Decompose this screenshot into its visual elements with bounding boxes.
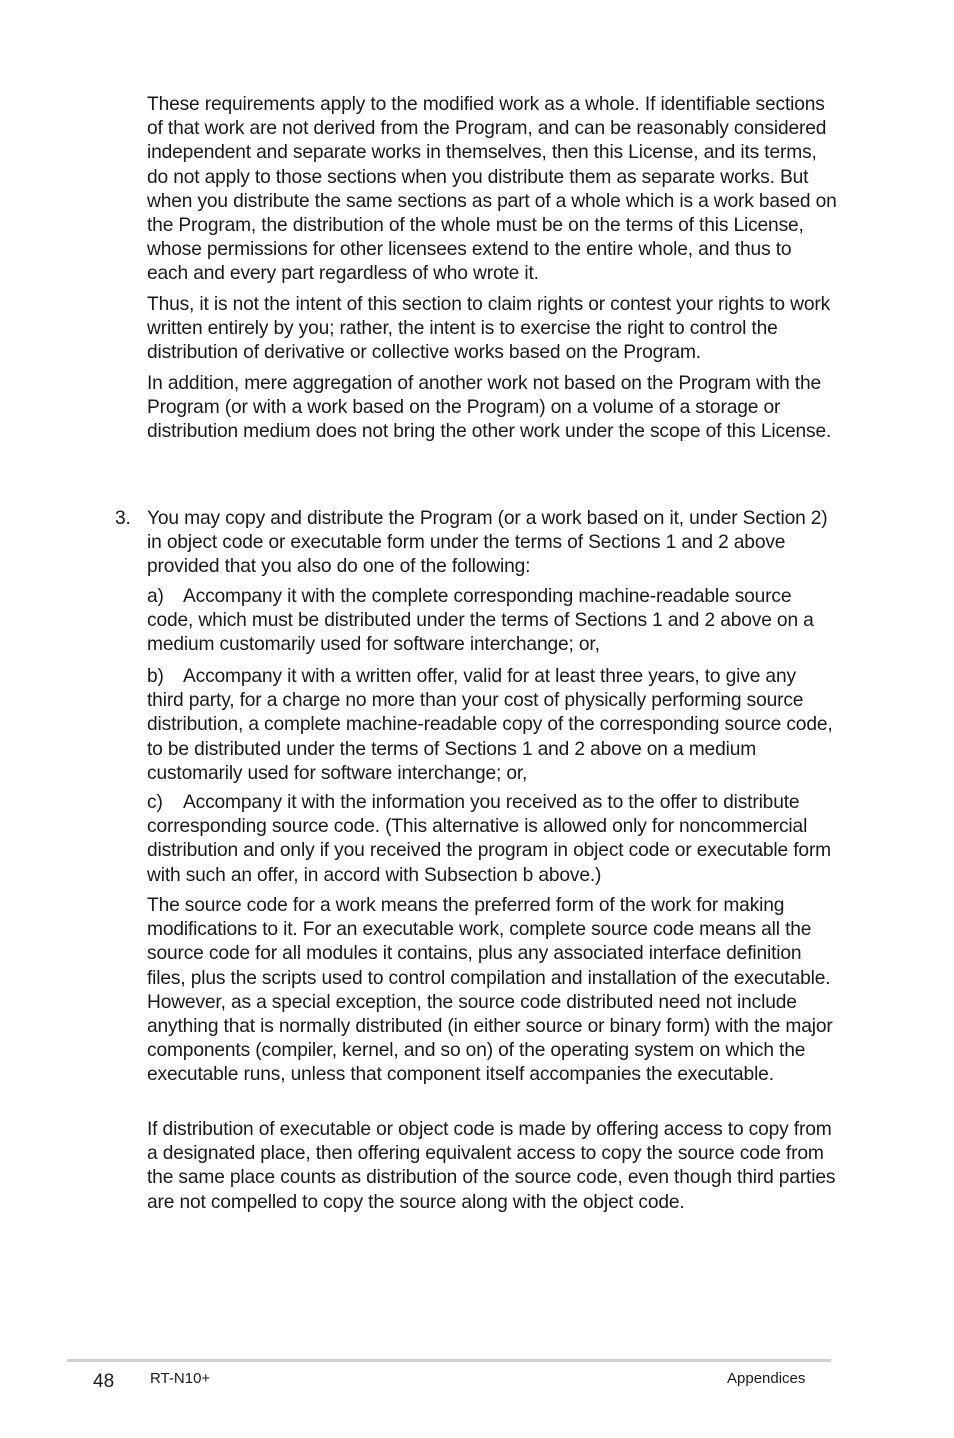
paragraph-source-code-definition: The source code for a work means the preferred form of the work for making modifications to it. For an executable work, complete source code means all the source code for all modules it contains, plus any associated interface definition files, plus the scripts used to control compilation and installation of the executable. However, as a special exception, the source code distributed need not include anything that is normally distributed (in either source or binary form) with the major components (compiler, kernel, and so on) of the operating system on which the executable runs, unless that component itself accompanies the executable. bbox=[147, 895, 833, 1086]
paragraph-modified-work: These requirements apply to the modified work as a whole. If identifiable sections of that work are not derived from the Program, and can be reasonably considered independent and separate works in themselves, then this License, and its terms, do not apply to those sections when you distribute them as separate works. But when you distribute the same sections as part of a whole which is a work based on the Program, the distribution of the whole must be on the terms of this License, whose permissions for other licensees extend to the entire whole, and thus to each and every part regardless of who wrote it. bbox=[147, 94, 837, 285]
list-marker-c: c) bbox=[147, 792, 163, 813]
list-item-b bbox=[147, 665, 837, 786]
page-number: 48 bbox=[93, 1371, 115, 1392]
list-item-a bbox=[147, 585, 837, 658]
section-3-intro: You may copy and distribute the Program (or a work based on it, under Section 2) in object code or executable form under the terms of Sections 1 and 2 above provided that you also do one of the following: bbox=[147, 508, 828, 578]
list-text-b: Accompany it with a written offer, valid for at least three years, to give any third party, for a charge no more than your cost of physically performing source distribution, a complete machine-readable copy of the corresponding source code, to be distributed under the terms of Sections 1 and 2 above on a medium customarily used for software interchange; or, bbox=[147, 666, 833, 784]
paragraph-intent: Thus, it is not the intent of this section to claim rights or contest your rights to work written entirely by you; rather, the intent is to exercise the right to control the distribution of derivative or collective works based on the Program. bbox=[147, 294, 831, 364]
section-number: 3. bbox=[115, 508, 131, 529]
list-text-a: Accompany it with the complete corresponding machine-readable source code, which must be distributed under the terms of Sections 1 and 2 above on a medium customarily used for software interchange; or, bbox=[147, 586, 814, 656]
list-item-c bbox=[147, 791, 837, 888]
footer-divider bbox=[67, 1359, 831, 1362]
list-text-c: Accompany it with the information you received as to the offer to distribute corresponding source code. (This alternative is allowed only for noncommercial distribution and only if you received the program in object code or executable form with such an offer, in accord with Subsection b above.) bbox=[147, 792, 832, 886]
footer-product-name: RT-N10+ bbox=[150, 1370, 211, 1387]
paragraph-aggregation: In addition, mere aggregation of another work not based on the Program with the Program (or with a work based on the Program) on a volume of a storage or distribution medium does not bring the other work under the scope of this License. bbox=[147, 373, 832, 443]
list-marker-a: a) bbox=[147, 586, 164, 607]
list-marker-b: b) bbox=[147, 666, 164, 687]
paragraph-distribution-access: If distribution of executable or object code is made by offering access to copy from a designated place, then offering equivalent access to copy the source code from the same place counts as distribution of the source code, even though third parties are not compelled to copy the source along with the object code. bbox=[147, 1119, 836, 1213]
footer-section-name: Appendices bbox=[727, 1370, 806, 1387]
